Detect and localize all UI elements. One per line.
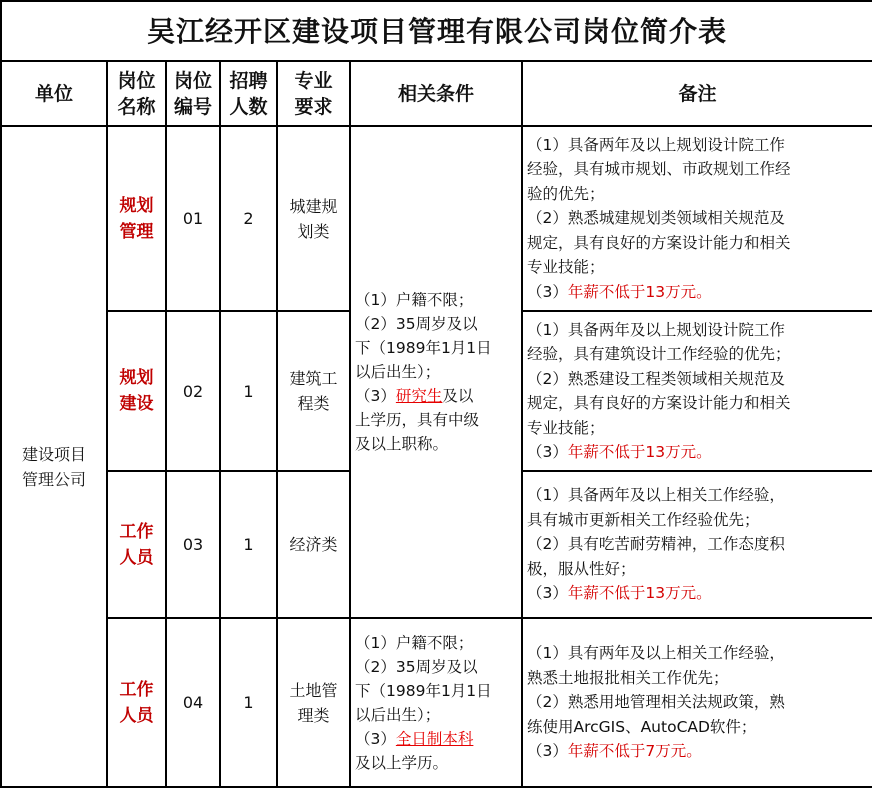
header-major: 专业 要求 <box>277 61 350 126</box>
notes-cell: （1）具备两年及以上相关工作经验， 具有城市更新相关工作经验优先； （2）具有吃苦耐劳精神，工作态度积 极，服从性好； （3）年薪不低于13万元。 <box>522 471 872 618</box>
salary-text: 年薪不低于13万元。 <box>567 584 712 603</box>
header-position-code: 岗位 编号 <box>166 61 220 126</box>
notes-cell: （1）具有两年及以上相关工作经验， 熟悉土地报批相关工作优先； （2）熟悉用地管理相关法规政策，熟 练使用ArcGIS、AutoCAD软件； （3）年薪不低于7万元。 <box>522 618 872 787</box>
conditions-cell: （1）户籍不限； （2）35周岁及以 下（1989年1月1日 以后出生）； （3）全日制本科 及以上学历。 <box>350 618 522 787</box>
hire-count: 1 <box>220 311 277 471</box>
header-position-name: 岗位 名称 <box>107 61 166 126</box>
position-name: 规划 管理 <box>107 126 166 311</box>
major-requirement: 经济类 <box>277 471 350 618</box>
hire-count: 1 <box>220 471 277 618</box>
salary-text: 年薪不低于13万元。 <box>567 443 712 461</box>
notes-cell: （1）具备两年及以上规划设计院工作 经验，具有城市规划、市政规划工作经 验的优先； （2）熟悉城建规划类领域相关规范及 规定，具有良好的方案设计能力和相关 专业技能； （3）年薪不低于13万元。 <box>522 126 872 311</box>
salary-text: 年薪不低于13万元。 <box>567 282 712 301</box>
major-requirement: 土地管 理类 <box>277 618 350 787</box>
position-name: 规划 建设 <box>107 311 166 471</box>
header-row <box>1 61 872 126</box>
header-notes: 备注 <box>522 61 872 126</box>
major-requirement: 建筑工 程类 <box>277 311 350 471</box>
header-unit: 单位 <box>1 61 107 126</box>
position-code: 04 <box>166 618 220 787</box>
degree-highlight: 研究生 <box>395 387 443 405</box>
unit-cell: 建设项目 管理公司 <box>1 126 107 787</box>
header-conditions: 相关条件 <box>350 61 522 126</box>
table-row <box>1 618 872 787</box>
position-code: 02 <box>166 311 220 471</box>
position-name: 工作 人员 <box>107 618 166 787</box>
position-name: 工作 人员 <box>107 471 166 618</box>
salary-text: 年薪不低于7万元。 <box>567 742 702 761</box>
hire-count: 1 <box>220 618 277 787</box>
conditions-cell: （1）户籍不限； （2）35周岁及以 下（1989年1月1日 以后出生）； （3）研究生及以 上学历，具有中级 及以上职称。 <box>350 126 522 618</box>
major-requirement: 城建规 划类 <box>277 126 350 311</box>
position-code: 03 <box>166 471 220 618</box>
header-hire-count: 招聘 人数 <box>220 61 277 126</box>
position-code: 01 <box>166 126 220 311</box>
hire-count: 2 <box>220 126 277 311</box>
table-title: 吴江经开区建设项目管理有限公司岗位简介表 <box>1 1 872 61</box>
notes-cell: （1）具备两年及以上规划设计院工作 经验，具有建筑设计工作经验的优先； （2）熟悉建设工程类领域相关规范及 规定，具有良好的方案设计能力和相关 专业技能； （3）年薪不低于13万元。 <box>522 311 872 471</box>
degree-highlight: 全日制本科 <box>395 729 474 748</box>
table-row <box>1 126 872 311</box>
